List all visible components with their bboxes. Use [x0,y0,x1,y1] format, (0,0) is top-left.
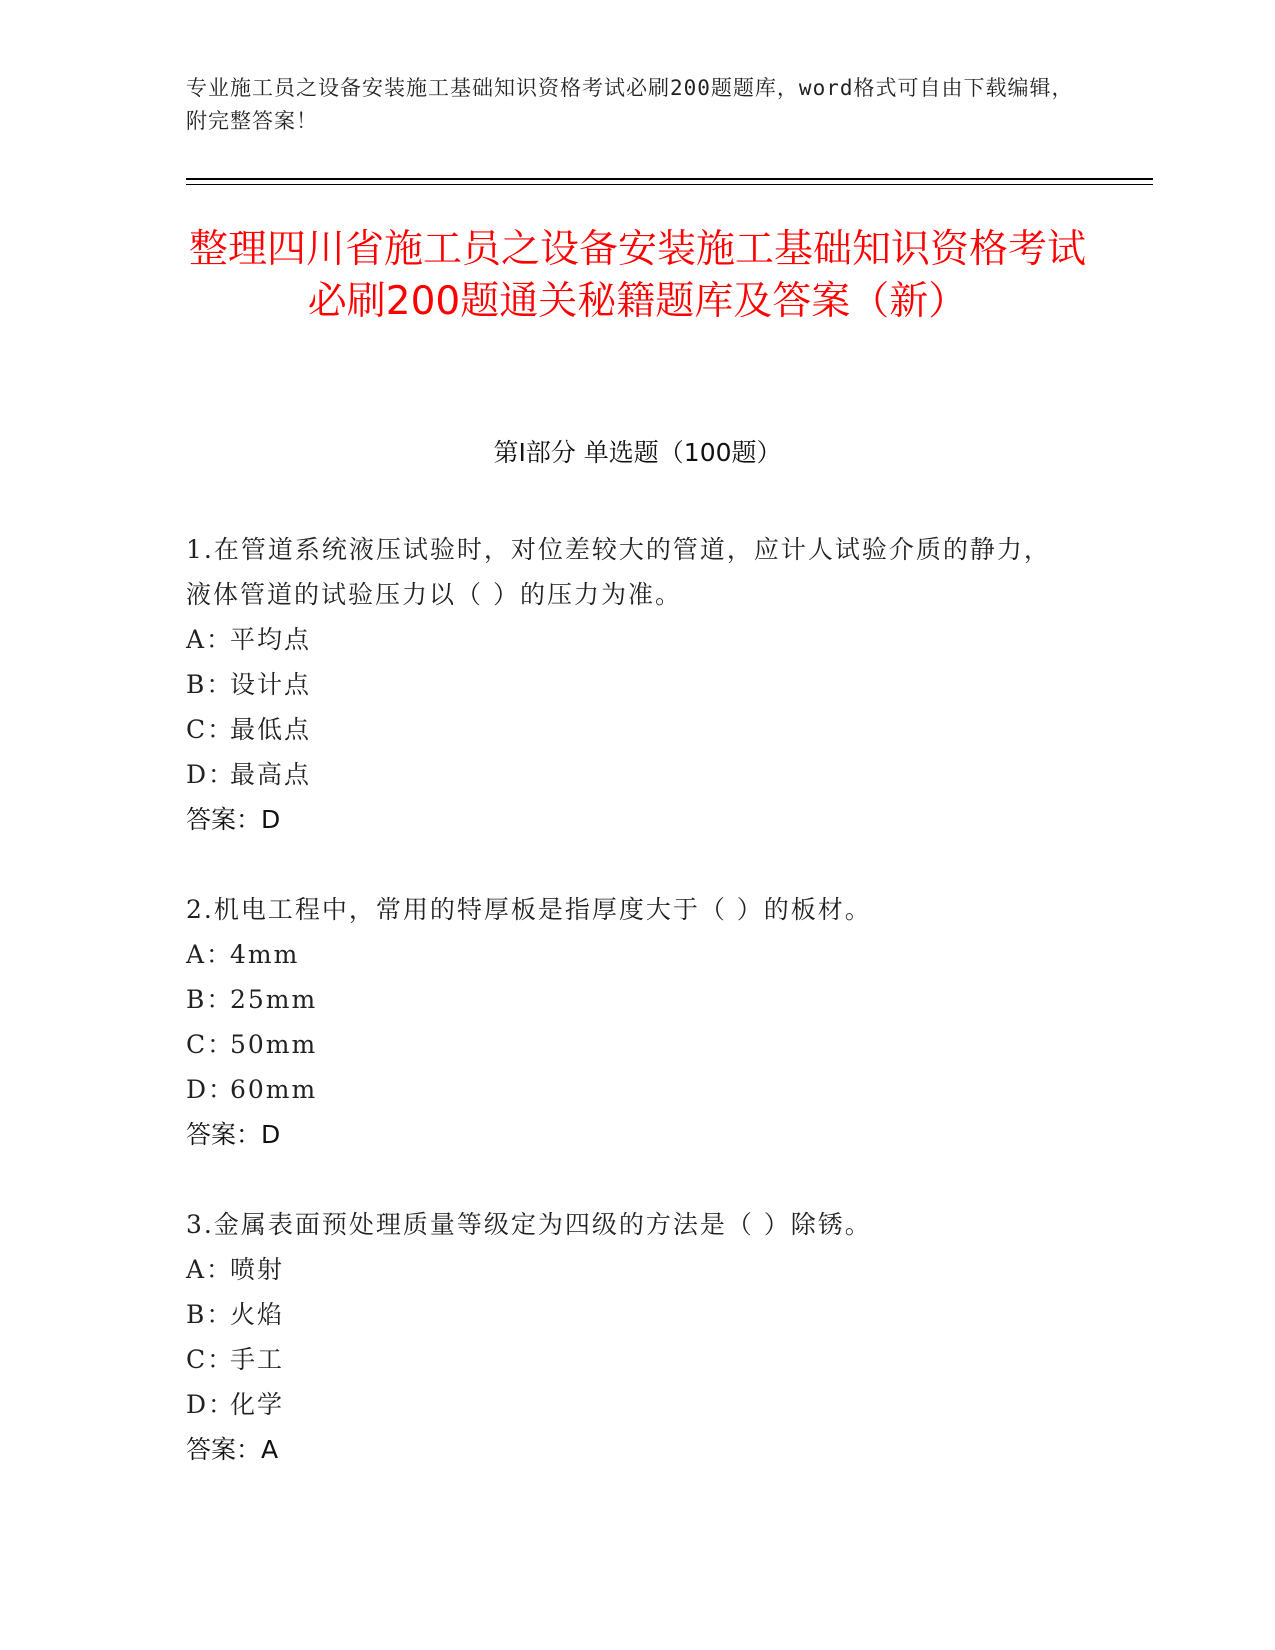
question-3 [186,1202,1066,1472]
option-key: C： [186,715,235,744]
option-key: B： [186,670,234,699]
option-c [186,1022,1066,1067]
option-b [186,662,1066,707]
option-text: 最高点 [230,760,312,789]
option-b [186,977,1066,1022]
option-key: D： [186,1390,236,1419]
answer-line: 答案：A [186,1435,279,1464]
option-key: D： [186,1075,236,1104]
question-1 [186,527,1066,842]
option-text: 4mm [230,940,300,969]
question-stem: 1.在管道系统液压试验时，对位差较大的管道，应计人试验介质的静力，液体管道的试验压力以（ ）的压力为准。 [186,535,1051,609]
option-text: 平均点 [230,625,312,654]
header-note: 专业施工员之设备安装施工基础知识资格考试必刷200题题库，word格式可自由下载编辑，附完整答案！ [186,76,1074,133]
option-text: 手工 [230,1345,285,1374]
option-text: 60mm [230,1075,318,1104]
option-text: 设计点 [230,670,312,699]
answer-line: 答案：D [186,805,281,834]
option-a [186,1247,1066,1292]
option-a [186,617,1066,662]
option-c [186,1337,1066,1382]
question-2 [186,887,1066,1157]
option-key: A： [186,1255,234,1284]
section-title: 第I部分 单选题（100题） [493,438,782,467]
option-key: B： [186,1300,234,1329]
header-divider-thin [186,184,1153,185]
option-key: B： [186,985,234,1014]
option-d [186,1067,1066,1112]
option-text: 50mm [230,1030,318,1059]
header-divider-thick [186,178,1153,180]
answer-line: 答案：D [186,1120,281,1149]
option-a [186,932,1066,977]
option-key: C： [186,1030,235,1059]
question-list [186,527,1066,1517]
option-text: 化学 [230,1390,285,1419]
option-key: C： [186,1345,235,1374]
option-b [186,1292,1066,1337]
question-stem: 2.机电工程中，常用的特厚板是指厚度大于（ ）的板材。 [186,895,872,924]
option-text: 25mm [230,985,318,1014]
option-c [186,707,1066,752]
option-text: 火焰 [230,1300,285,1329]
option-d [186,1382,1066,1427]
option-key: A： [186,940,234,969]
question-stem: 3.金属表面预处理质量等级定为四级的方法是（ ）除锈。 [186,1210,872,1239]
option-key: D： [186,760,236,789]
option-d [186,752,1066,797]
option-text: 最低点 [230,715,312,744]
option-key: A： [186,625,234,654]
document-title: 整理四川省施工员之设备安装施工基础知识资格考试必刷200题通关秘籍题库及答案（新） [188,227,1086,324]
option-text: 喷射 [230,1255,285,1284]
